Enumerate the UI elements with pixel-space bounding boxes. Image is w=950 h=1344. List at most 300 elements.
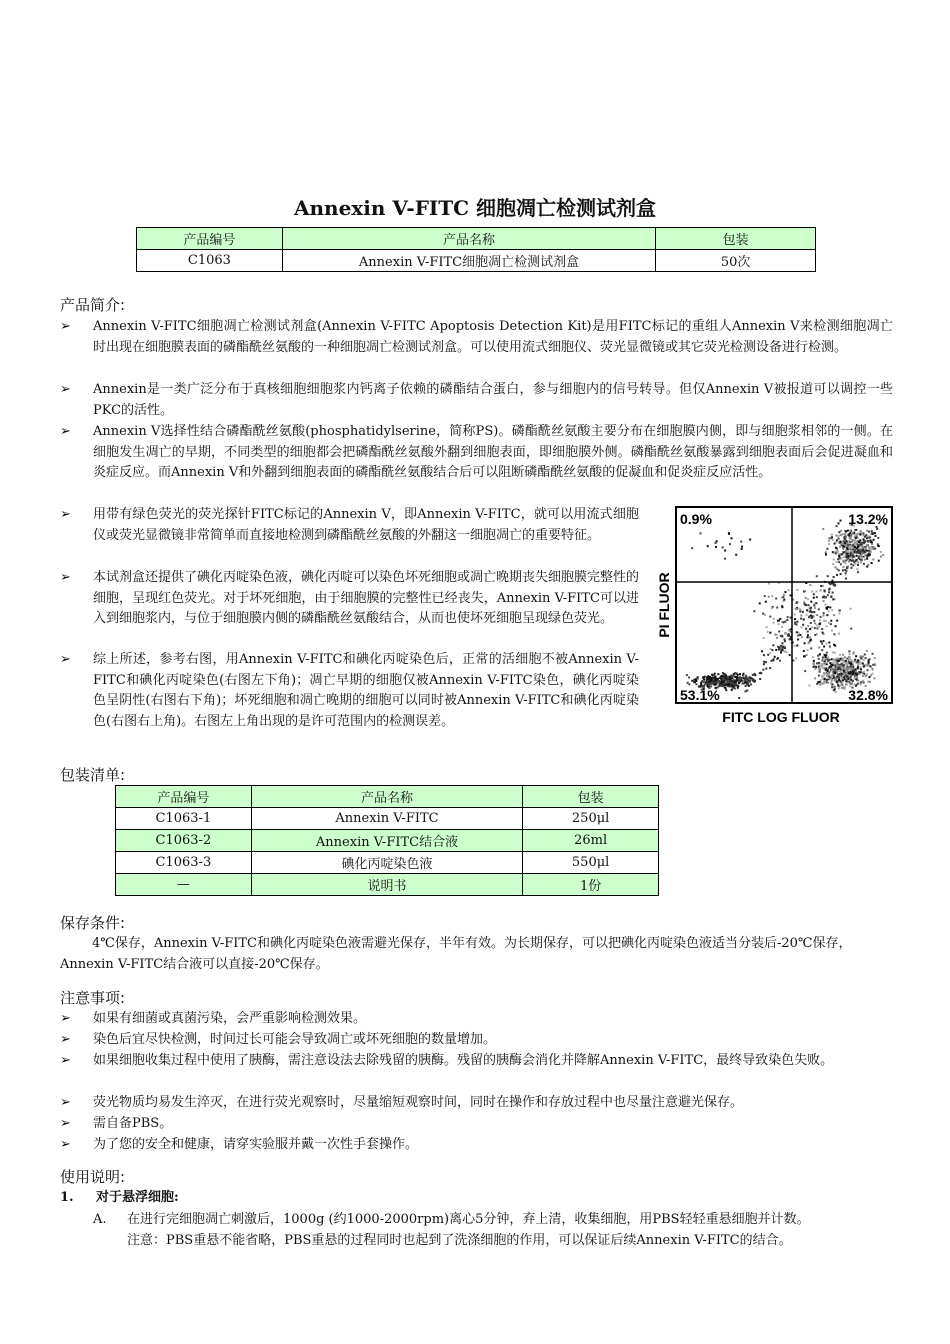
scatter-dot (849, 530, 851, 532)
scatter-dot (863, 563, 865, 565)
scatter-dot (801, 636, 803, 638)
scatter-dot (837, 558, 839, 560)
scatter-dot (838, 538, 840, 540)
scatter-dot (843, 664, 845, 666)
scatter-dots (686, 520, 887, 699)
scatter-dot (838, 660, 840, 662)
scatter-dot (700, 682, 702, 684)
scatter-dot (769, 652, 771, 654)
scatter-dot (860, 681, 862, 683)
scatter-dot (836, 670, 838, 672)
y-axis-label: PI FLUOR (656, 572, 672, 638)
scatter-dot (749, 539, 751, 541)
scatter-dot (828, 540, 830, 542)
scatter-dot (814, 627, 816, 629)
scatter-dot (845, 684, 847, 686)
scatter-dot (806, 636, 808, 638)
scatter-dot (842, 658, 844, 660)
scatter-dot (841, 553, 843, 555)
scatter-dot (845, 562, 847, 564)
scatter-dot (695, 683, 697, 685)
scatter-dot (804, 590, 806, 592)
scatter-dot (806, 609, 808, 611)
scatter-dot (836, 574, 838, 576)
scatter-dot (800, 618, 802, 620)
scatter-dot (738, 680, 740, 682)
notes-bullet: 如果细胞收集过程中使用了胰酶，需注意设法去除残留的胰酶。残留的胰酶会消化并降解Annexin V-FITC，最终导致染色失败。 (93, 1053, 834, 1068)
scatter-dot (749, 676, 751, 678)
scatter-dot (794, 613, 796, 615)
scatter-dot (779, 647, 781, 649)
scatter-dot (810, 622, 812, 624)
scatter-dot (835, 625, 837, 627)
scatter-dot (778, 623, 780, 625)
scatter-dot (807, 649, 809, 651)
scatter-dot (833, 559, 835, 561)
scatter-dot (734, 688, 736, 690)
table-row (116, 808, 659, 830)
scatter-dot (813, 605, 815, 607)
intro-heading: 产品简介: (60, 296, 126, 314)
scatter-dot (809, 584, 811, 586)
scatter-dot (828, 591, 830, 593)
scatter-dot (833, 667, 835, 669)
scatter-dot (849, 546, 851, 548)
table-cell: 26ml (523, 830, 659, 852)
scatter-dot (821, 643, 823, 645)
scatter-dot (869, 676, 871, 678)
scatter-dot (825, 656, 827, 658)
scatter-dot (872, 533, 874, 535)
scatter-dot (845, 550, 847, 552)
scatter-dot (771, 595, 773, 597)
scatter-dot (857, 664, 859, 666)
scatter-dot (688, 683, 690, 685)
scatter-dot (849, 659, 851, 661)
scatter-dot (854, 544, 856, 546)
scatter-dot (853, 651, 855, 653)
scatter-dot (703, 677, 705, 679)
scatter-dot (838, 666, 840, 668)
scatter-dot (849, 537, 851, 539)
scatter-dot (820, 640, 822, 642)
scatter-dot (864, 654, 866, 656)
scatter-dot (873, 677, 875, 679)
scatter-dot (862, 556, 864, 558)
scatter-dot (754, 680, 756, 682)
scatter-dot (814, 607, 816, 609)
scatter-dot (774, 634, 776, 636)
scatter-dot (801, 626, 803, 628)
scatter-dot (700, 532, 702, 534)
flow-cytometry-plot (652, 502, 902, 734)
table-cell: 说明书 (251, 874, 522, 896)
scatter-dot (823, 682, 825, 684)
scatter-dot (691, 680, 693, 682)
scatter-dot (859, 548, 861, 550)
packing-heading: 包装清单: (60, 766, 126, 784)
bullet-icon: ➢ (60, 424, 71, 439)
scatter-dot (832, 592, 834, 594)
scatter-dot (823, 596, 825, 598)
scatter-dot (782, 596, 784, 598)
scatter-dot (797, 639, 799, 641)
bullet-icon: ➢ (60, 652, 71, 667)
scatter-dot (836, 658, 838, 660)
scatter-dot (847, 534, 849, 536)
scatter-dot (831, 537, 833, 539)
scatter-dot (833, 658, 835, 660)
scatter-dot (850, 563, 852, 565)
scatter-dot (842, 533, 844, 535)
scatter-dot (819, 653, 821, 655)
scatter-dot (849, 532, 851, 534)
scatter-dot (813, 663, 815, 665)
bullet-icon: ➢ (60, 1116, 71, 1131)
scatter-dot (762, 669, 764, 671)
scatter-dot (826, 625, 828, 627)
scatter-dot (845, 556, 847, 558)
scatter-dot (799, 611, 801, 613)
scatter-dot (836, 681, 838, 683)
scatter-dot (796, 621, 798, 623)
scatter-dot (820, 589, 822, 591)
scatter-dot (826, 652, 828, 654)
quadrant-ll-label: 53.1% (680, 687, 720, 703)
scatter-dot (839, 610, 841, 612)
scatter-dot (836, 620, 838, 622)
step-title: 对于悬浮细胞: (96, 1190, 179, 1205)
scatter-dot (760, 672, 762, 674)
scatter-dot (724, 678, 726, 680)
scatter-dot (781, 636, 783, 638)
scatter-dot (697, 678, 699, 680)
scatter-dot (821, 628, 823, 630)
scatter-dot (768, 596, 770, 598)
scatter-dot (867, 681, 869, 683)
scatter-dot (781, 606, 783, 608)
scatter-dot (825, 669, 827, 671)
scatter-dot (818, 658, 820, 660)
scatter-dot (878, 560, 880, 562)
scatter-dot (838, 535, 840, 537)
sub-step-note: 注意：PBS重悬不能省略，PBS重悬的过程同时也起到了洗涤细胞的作用，可以保证后续Annexin V-FITC的结合。 (127, 1233, 792, 1248)
scatter-dot (846, 567, 848, 569)
scatter-dot (819, 667, 821, 669)
scatter-dot (831, 668, 833, 670)
scatter-dot (796, 608, 798, 610)
scatter-dot (808, 642, 810, 644)
scatter-dot (796, 645, 798, 647)
scatter-dot (823, 600, 825, 602)
scatter-dot (779, 660, 781, 662)
scatter-dot (834, 652, 836, 654)
scatter-dot (688, 677, 690, 679)
scatter-dot (810, 647, 812, 649)
scatter-dot (814, 603, 816, 605)
scatter-dot (779, 618, 781, 620)
scatter-dot (852, 532, 854, 534)
scatter-dot (694, 681, 696, 683)
scatter-dot (693, 679, 695, 681)
scatter-dot (838, 613, 840, 615)
scatter-dot (796, 631, 798, 633)
scatter-dot (852, 680, 854, 682)
quadrant-ul-label: 0.9% (680, 511, 712, 527)
scatter-dot (844, 534, 846, 536)
table-cell: 1份 (523, 874, 659, 896)
scatter-dot (827, 673, 829, 675)
scatter-dot (819, 619, 821, 621)
scatter-dot (832, 551, 834, 553)
scatter-dot (811, 591, 813, 593)
scatter-dot (724, 687, 726, 689)
scatter-dot (849, 653, 851, 655)
scatter-dot (866, 530, 868, 532)
scatter-dot (775, 649, 777, 651)
scatter-dot (826, 681, 828, 683)
scatter-dot (840, 534, 842, 536)
scatter-dot (869, 536, 871, 538)
scatter-dot (727, 676, 729, 678)
scatter-dot (729, 686, 731, 688)
scatter-dot (862, 674, 864, 676)
scatter-dot (872, 653, 874, 655)
scatter-dot (796, 589, 798, 591)
scatter-dot (853, 553, 855, 555)
scatter-dot (752, 674, 754, 676)
scatter-dot (814, 634, 816, 636)
table-row (116, 830, 659, 852)
scatter-dot (804, 642, 806, 644)
scatter-dot (830, 623, 832, 625)
scatter-dot (721, 685, 723, 687)
scatter-dot (838, 569, 840, 571)
scatter-dot (733, 683, 735, 685)
scatter-dot (806, 614, 808, 616)
scatter-dot (841, 663, 843, 665)
scatter-dot (816, 662, 818, 664)
scatter-dot (841, 557, 843, 559)
scatter-dot (866, 537, 868, 539)
bullet-icon: ➢ (60, 1011, 71, 1026)
scatter-dot (810, 601, 812, 603)
scatter-dot (796, 602, 798, 604)
scatter-dot (854, 534, 856, 536)
scatter-dot (867, 540, 869, 542)
scatter-dot (814, 622, 816, 624)
scatter-dot (838, 555, 840, 557)
scatter-dot (876, 528, 878, 530)
scatter-dot (738, 677, 740, 679)
scatter-dot (816, 575, 818, 577)
intro-bullet: Annexin是一类广泛分布于真核细胞细胞浆内钙离子依赖的磷酯结合蛋白，参与细胞内的信号转导。但仅Annexin V被报道可以调控一些PKC的活性。 (93, 382, 893, 418)
scatter-dot (802, 611, 804, 613)
scatter-dot (703, 681, 705, 683)
table-cell: C1063-1 (116, 808, 252, 830)
scatter-dot (868, 531, 870, 533)
scatter-dot (849, 673, 851, 675)
scatter-dot (823, 612, 825, 614)
scatter-dot (813, 620, 815, 622)
scatter-dot (857, 552, 859, 554)
bullet-icon: ➢ (60, 1095, 71, 1110)
scatter-dot (862, 663, 864, 665)
scatter-dot (853, 684, 855, 686)
scatter-dot (742, 683, 744, 685)
scatter-dot (794, 645, 796, 647)
scatter-dot (735, 682, 737, 684)
scatter-dot (862, 656, 864, 658)
scatter-dot (841, 673, 843, 675)
scatter-dot (817, 681, 819, 683)
scatter-dot (848, 650, 850, 652)
scatter-dot (855, 672, 857, 674)
scatter-dot (727, 684, 729, 686)
scatter-dot (845, 530, 847, 532)
scatter-dot (816, 596, 818, 598)
step-number: 1. (60, 1190, 74, 1205)
scatter-dot (717, 678, 719, 680)
scatter-dot (795, 657, 797, 659)
scatter-dot (865, 547, 867, 549)
scatter-dot (840, 658, 842, 660)
scatter-dot (826, 675, 828, 677)
scatter-dot (816, 627, 818, 629)
scatter-dot (844, 686, 846, 688)
scatter-dot (708, 681, 710, 683)
scatter-dot (788, 635, 790, 637)
scatter-dot (838, 679, 840, 681)
bullet-icon: ➢ (60, 1032, 71, 1047)
scatter-dot (872, 668, 874, 670)
scatter-dot (842, 569, 844, 571)
scatter-dot (736, 685, 738, 687)
scatter-dot (848, 674, 850, 676)
scatter-dot (871, 541, 873, 543)
scatter-dot (725, 675, 727, 677)
scatter-dot (842, 548, 844, 550)
scatter-dot (759, 678, 761, 680)
scatter-dot (714, 677, 716, 679)
scatter-dot (742, 680, 744, 682)
usage-heading: 使用说明: (60, 1168, 126, 1186)
scatter-dot (749, 679, 751, 681)
scatter-dot (836, 568, 838, 570)
scatter-dot (839, 654, 841, 656)
scatter-dot (838, 687, 840, 689)
scatter-dot (864, 540, 866, 542)
scatter-dot (762, 613, 764, 615)
scatter-dot (860, 668, 862, 670)
scatter-dot (706, 683, 708, 685)
scatter-dot (835, 541, 837, 543)
scatter-dot (802, 624, 804, 626)
scatter-dot (848, 561, 850, 563)
scatter-dot (836, 676, 838, 678)
scatter-dot (869, 681, 871, 683)
bullet-icon: ➢ (60, 1137, 71, 1152)
intro-bullet: 用带有绿色荧光的荧光探针FITC标记的Annexin V，即Annexin V-FITC，就可以用流式细胞仪或荧光显微镜非常简单而直接地检测到磷酯酰丝氨酸的外翻这一细胞凋亡的重要特征。 (93, 507, 639, 543)
scatter-dot (754, 673, 756, 675)
scatter-dot (857, 680, 859, 682)
scatter-dot (781, 621, 783, 623)
scatter-dot (823, 640, 825, 642)
scatter-dot (775, 598, 777, 600)
scatter-dot (832, 662, 834, 664)
scatter-dot (855, 537, 857, 539)
scatter-dot (759, 602, 761, 604)
scatter-dot (866, 650, 868, 652)
scatter-dot (732, 685, 734, 687)
scatter-dot (838, 685, 840, 687)
scatter-dot (810, 608, 812, 610)
scatter-dot (831, 534, 833, 536)
notes-bullet: 染色后宜尽快检测，时间过长可能会导致凋亡或坏死细胞的数量增加。 (93, 1032, 497, 1047)
scatter-dot (807, 631, 809, 633)
scatter-dot (732, 675, 734, 677)
scatter-dot (730, 682, 732, 684)
scatter-dot (825, 551, 827, 553)
scatter-dot (844, 542, 846, 544)
notes-bullet: 荧光物质均易发生淬灭，在进行荧光观察时，尽量缩短观察时间，同时在操作和存放过程中也尽量注意避光保存。 (93, 1095, 744, 1110)
scatter-dot (830, 678, 832, 680)
table-header-cell: 产品名称 (282, 228, 655, 250)
scatter-dot (842, 560, 844, 562)
table-cell: 550μl (523, 852, 659, 874)
scatter-dot (728, 533, 730, 535)
scatter-dot (804, 670, 806, 672)
scatter-dot (857, 659, 859, 661)
scatter-dot (798, 608, 800, 610)
notes-heading: 注意事项: (60, 989, 126, 1007)
sub-step-line: 在进行完细胞凋亡刺激后，1000g (约1000-2000rpm)离心5分钟，弃上清，收集细胞，用PBS轻轻重悬细胞并计数。 (127, 1212, 810, 1227)
scatter-dot (765, 601, 767, 603)
scatter-dot (862, 548, 864, 550)
scatter-dot (805, 597, 807, 599)
scatter-dot (877, 537, 879, 539)
scatter-dot (874, 532, 876, 534)
scatter-dot (826, 679, 828, 681)
scatter-dot (721, 681, 723, 683)
scatter-dot (827, 606, 829, 608)
scatter-dot (818, 675, 820, 677)
scatter-dot (769, 616, 771, 618)
scatter-dot (828, 543, 830, 545)
scatter-dot (803, 601, 805, 603)
scatter-dot (871, 530, 873, 532)
scatter-dot (838, 531, 840, 533)
scatter-dot (787, 616, 789, 618)
scatter-dot (742, 677, 744, 679)
scatter-dot (854, 550, 856, 552)
scatter-dot (815, 666, 817, 668)
scatter-dot (831, 686, 833, 688)
scatter-dot (805, 628, 807, 630)
scatter-dot (829, 588, 831, 590)
scatter-dot (868, 659, 870, 661)
scatter-dot (735, 554, 737, 556)
scatter-dot (780, 649, 782, 651)
scatter-dot (724, 550, 726, 552)
scatter-dot (814, 668, 816, 670)
scatter-dot (842, 543, 844, 545)
scatter-dot (841, 687, 843, 689)
scatter-dot (855, 540, 857, 542)
scatter-dot (783, 599, 785, 601)
scatter-dot (874, 657, 876, 659)
scatter-dot (686, 674, 688, 676)
